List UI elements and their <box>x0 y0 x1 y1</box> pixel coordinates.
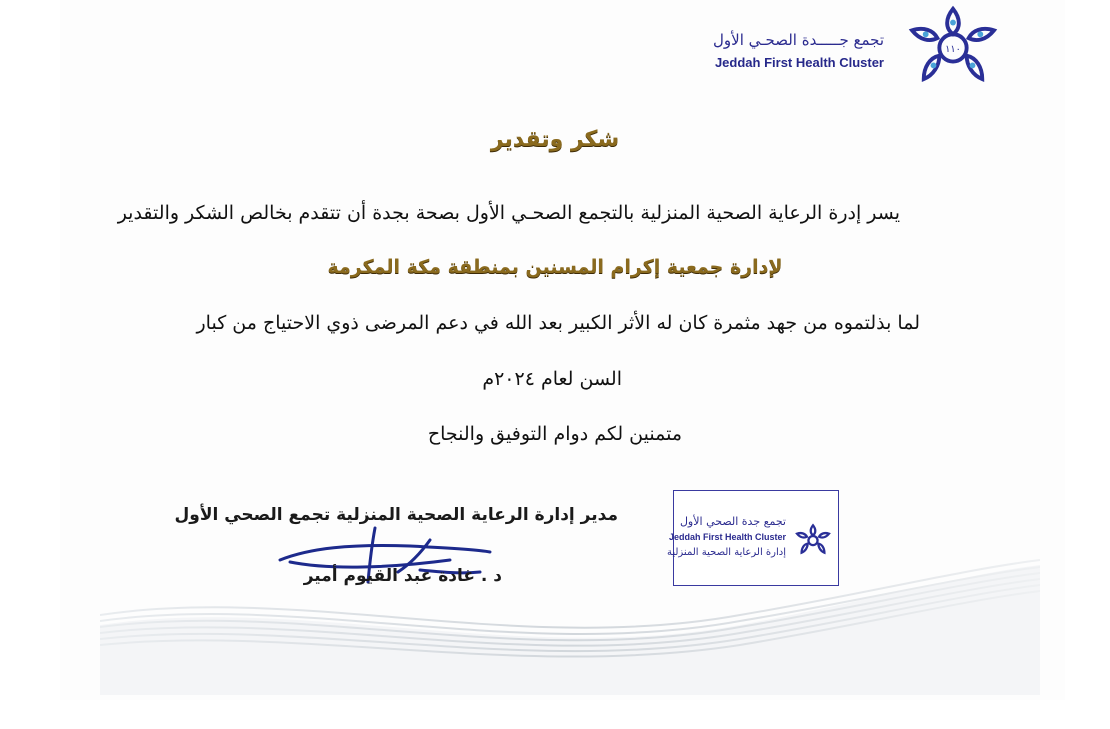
stamp-arabic-name: تجمع جدة الصحي الأول <box>679 515 786 528</box>
brand-arabic-name: تجمع جـــــدة الصحـي الأول <box>713 31 884 49</box>
signatory-name: د . غادة عبد القيوم أمير <box>303 566 502 586</box>
certificate-title: شكر وتقدير <box>490 127 620 152</box>
decorative-waves <box>100 555 1040 695</box>
body-line-1: يسر إدرة الرعاية الصحية المنزلية بالتجمع الصحـي الأول بصحة بجدة أن تتقدم بخالص الشكر والتقدير <box>117 202 900 224</box>
cluster-star-logo-icon <box>904 5 1002 83</box>
header-logo <box>642 5 1002 85</box>
stamp-department: إدارة الرعاية الصحية المنزلية <box>666 547 786 558</box>
stamp-logo-icon <box>794 521 832 557</box>
brand-english-name: Jeddah First Health Cluster <box>714 55 884 70</box>
closing-line: متمنين لكم دوام التوفيق والنجاح <box>427 423 682 445</box>
logo-number: ١١٠ <box>945 43 961 55</box>
body-line-3: لما بذلتموه من جهد مثمرة كان له الأثر الكبير بعد الله في دعم المرضى ذوي الاحتياج من كبار <box>196 312 920 334</box>
stamp-english-name: Jeddah First Health Cluster <box>668 532 786 542</box>
recipient-line: لإدارة جمعية إكرام المسنين بمنطقة مكة المكرمة <box>327 256 783 278</box>
body-line-4: السن لعام ٢٠٢٤م <box>482 368 622 390</box>
signatory-title: مدير إدارة الرعاية الصحية المنزلية تجمع الصحي الأول <box>174 505 618 525</box>
